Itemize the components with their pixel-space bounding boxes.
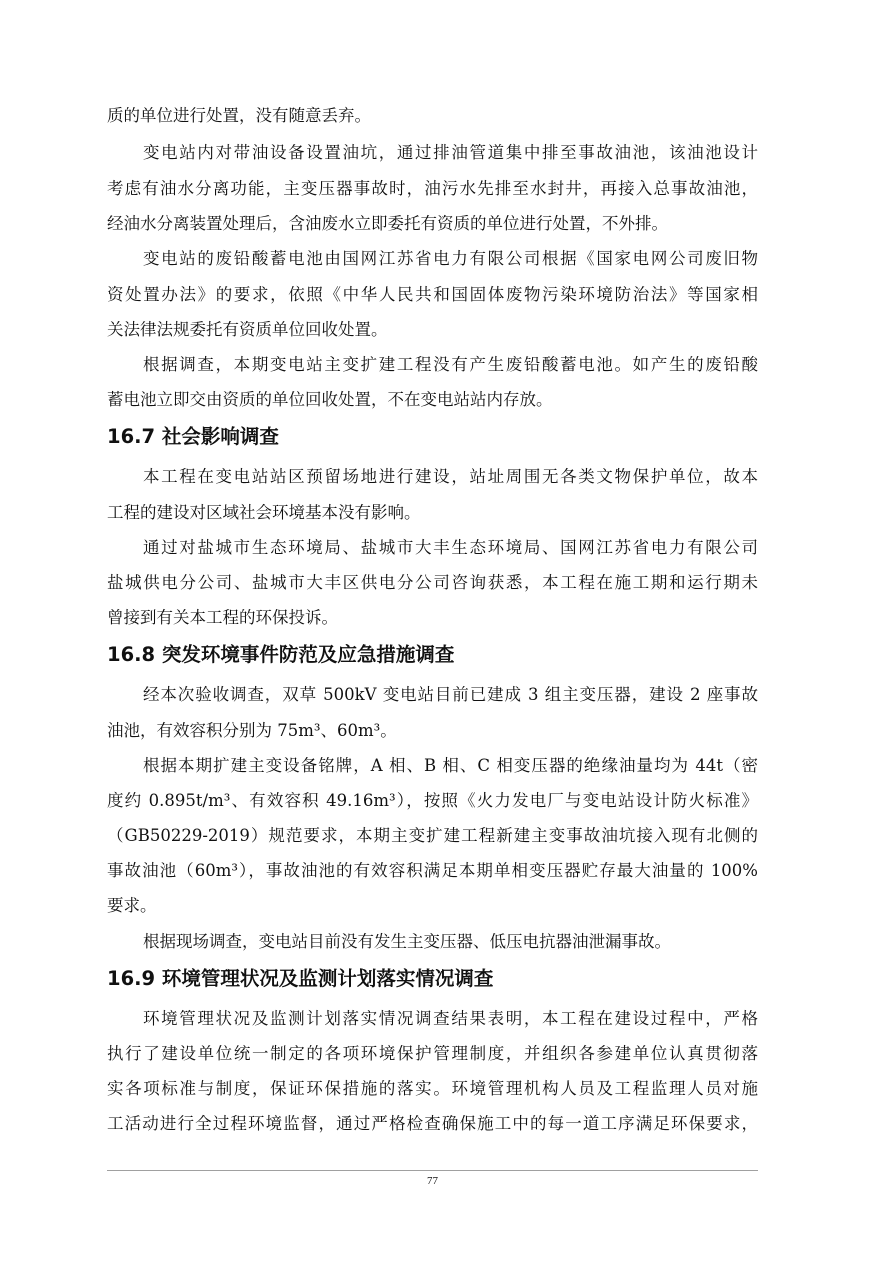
paragraph-line: （GB50229-2019）规范要求，本期主变扩建工程新建主变事故油坑接入现有北侧的 xyxy=(107,826,758,845)
paragraph-line: 要求。 xyxy=(107,896,157,915)
paragraph-line: 度约 0.895t/m³、有效容积 49.16m³），按照《火力发电厂与变电站设计防火标准》 xyxy=(107,791,758,810)
section-heading: 16.9 环境管理状况及监测计划落实情况调查 xyxy=(107,967,494,990)
paragraph-line: 工程的建设对区域社会环境基本没有影响。 xyxy=(107,503,421,522)
paragraph-line: 环境管理状况及监测计划落实情况调查结果表明，本工程在建设过程中，严格 xyxy=(143,1009,758,1028)
paragraph-line: 盐城供电分公司、盐城市大丰区供电分公司咨询获悉，本工程在施工期和运行期未 xyxy=(107,573,758,592)
footer-divider xyxy=(107,1170,758,1171)
paragraph-line: 通过对盐城市生态环境局、盐城市大丰生态环境局、国网江苏省电力有限公司 xyxy=(143,538,758,557)
paragraph-line: 执行了建设单位统一制定的各项环境保护管理制度，并组织各参建单位认真贯彻落 xyxy=(107,1044,758,1063)
paragraph-line: 蓄电池立即交由资质的单位回收处置，不在变电站站内存放。 xyxy=(107,390,553,409)
section-heading: 16.7 社会影响调查 xyxy=(107,425,279,448)
paragraph-line: 根据现场调查，变电站目前没有发生主变压器、低压电抗器油泄漏事故。 xyxy=(143,932,671,951)
paragraph-line: 曾接到有关本工程的环保投诉。 xyxy=(107,608,338,627)
paragraph-line: 油池，有效容积分别为 75m³、60m³。 xyxy=(107,721,397,740)
paragraph-line: 根据调查，本期变电站主变扩建工程没有产生废铅酸蓄电池。如产生的废铅酸 xyxy=(143,355,758,374)
paragraph-line: 本工程在变电站站区预留场地进行建设，站址周围无各类文物保护单位，故本 xyxy=(143,467,758,486)
paragraph-line: 考虑有油水分离功能，主变压器事故时，油污水先排至水封井，再接入总事故油池， xyxy=(107,179,758,198)
paragraph-line: 变电站内对带油设备设置油坑，通过排油管道集中排至事故油池，该油池设计 xyxy=(143,143,758,162)
paragraph-line: 资处置办法》的要求，依照《中华人民共和国固体废物污染环境防治法》等国家相 xyxy=(107,285,758,304)
paragraph-line: 经油水分离装置处理后，含油废水立即委托有资质的单位进行处置，不外排。 xyxy=(107,214,668,233)
paragraph-line: 质的单位进行处置，没有随意丢弃。 xyxy=(107,106,371,125)
page-number: 77 xyxy=(427,1175,438,1187)
paragraph-line: 根据本期扩建主变设备铭牌，A 相、B 相、C 相变压器的绝缘油量均为 44t（密 xyxy=(143,756,758,775)
paragraph-line: 变电站的废铅酸蓄电池由国网江苏省电力有限公司根据《国家电网公司废旧物 xyxy=(143,249,758,268)
section-heading: 16.8 突发环境事件防范及应急措施调查 xyxy=(107,643,455,666)
paragraph-line: 关法律法规委托有资质单位回收处置。 xyxy=(107,320,388,339)
paragraph-line: 实各项标准与制度，保证环保措施的落实。环境管理机构人员及工程监理人员对施 xyxy=(107,1079,758,1098)
paragraph-line: 经本次验收调查，双草 500kV 变电站目前已建成 3 组主变压器，建设 2 座事故 xyxy=(143,685,758,704)
paragraph-line: 工活动进行全过程环境监督，通过严格检查确保施工中的每一道工序满足环保要求， xyxy=(107,1114,758,1133)
paragraph-line: 事故油池（60m³），事故油池的有效容积满足本期单相变压器贮存最大油量的 100% xyxy=(107,861,758,880)
